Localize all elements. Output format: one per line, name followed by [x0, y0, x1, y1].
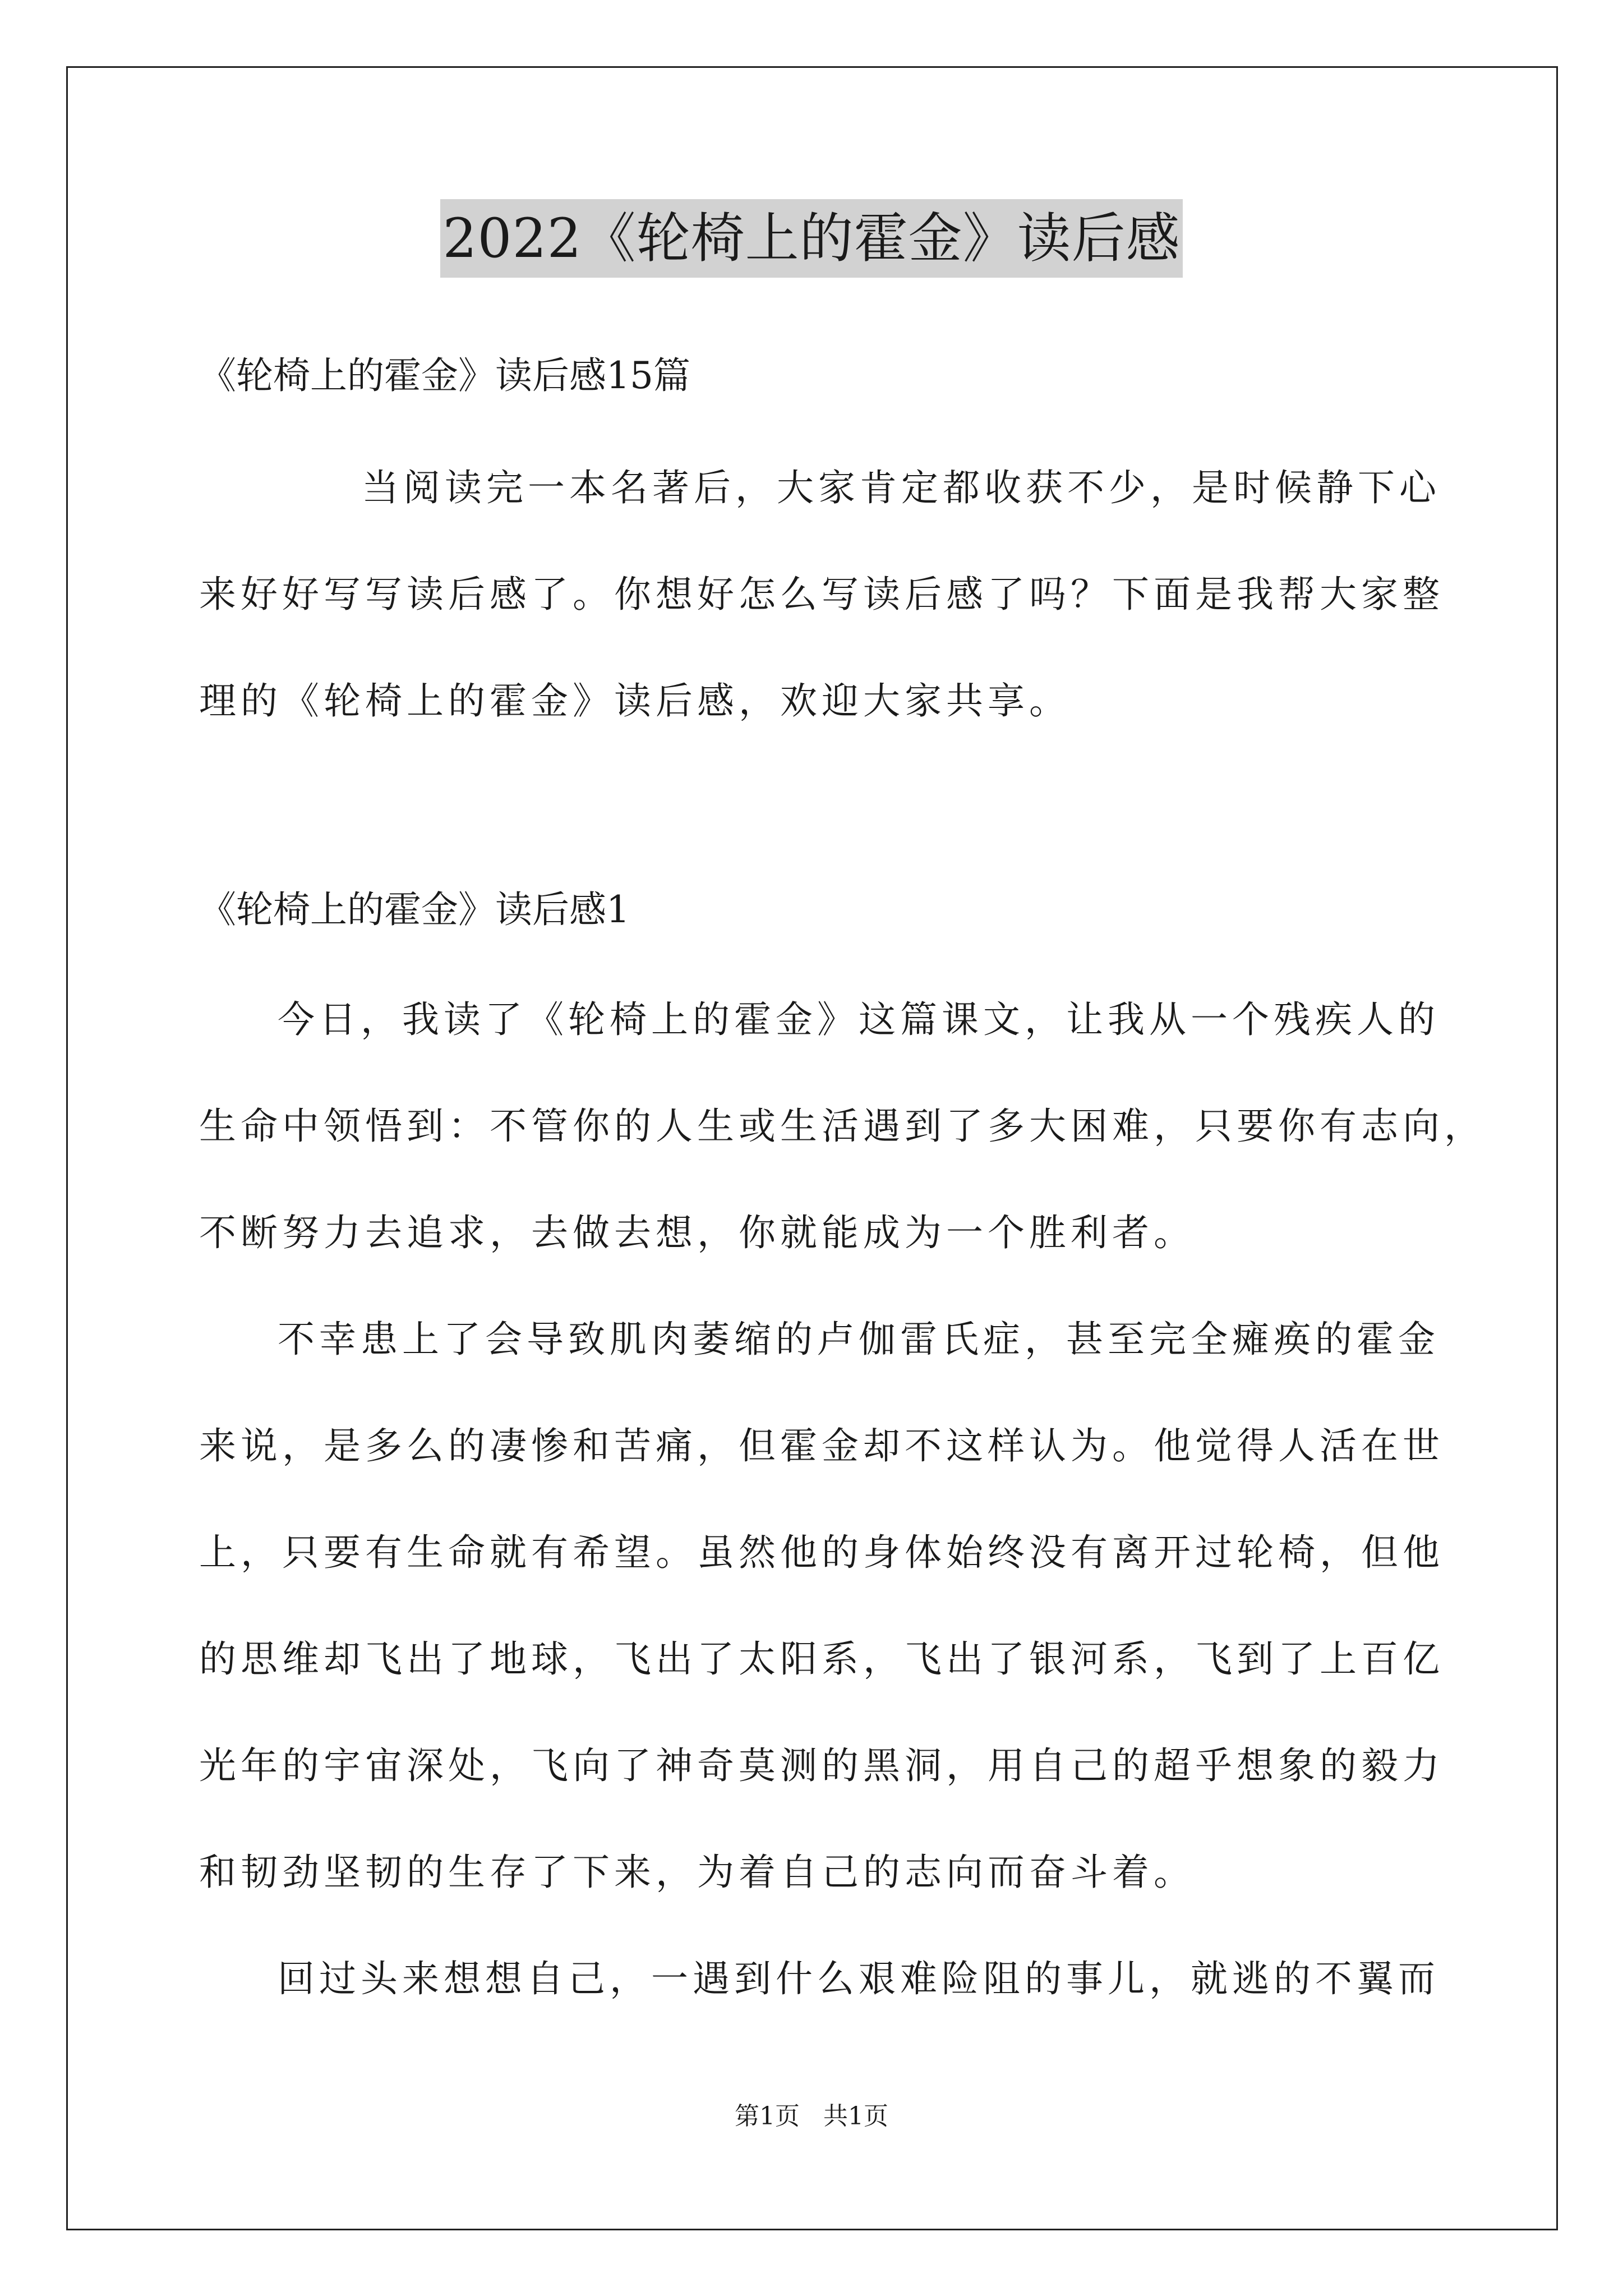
document-title: 2022《轮椅上的霍金》读后感	[440, 199, 1182, 278]
paragraph-line: 光年的宇宙深处，飞向了神奇莫测的黑洞，用自己的超乎想象的毅力	[199, 1744, 1444, 1787]
paragraph-line: 生命中领悟到：不管你的人生或生活遇到了多大困难，只要你有志向，	[199, 1105, 1486, 1148]
page-footer: 第1页 共1页	[735, 2102, 888, 2131]
paragraph-line: 来说，是多么的凄惨和苦痛，但霍金却不这样认为。他觉得人活在世	[199, 1424, 1444, 1467]
section-heading: 《轮椅上的霍金》读后感1	[199, 888, 630, 931]
document-subtitle: 《轮椅上的霍金》读后感15篇	[199, 354, 690, 397]
paragraph-line: 不幸患上了会导致肌肉萎缩的卢伽雷氏症，甚至完全瘫痪的霍金	[278, 1318, 1440, 1361]
paragraph-line: 和韧劲坚韧的生存了下来，为着自己的志向而奋斗着。	[199, 1851, 1195, 1894]
paragraph-line: 不断努力去追求，去做去想，你就能成为一个胜利者。	[199, 1211, 1195, 1254]
paragraph-line: 的思维却飞出了地球，飞出了太阳系，飞出了银河系，飞到了上百亿	[199, 1637, 1444, 1681]
paragraph-line: 回过头来想想自己，一遇到什么艰难险阻的事儿，就逃的不翼而	[278, 1957, 1440, 2000]
intro-line: 来好好写写读后感了。你想好怎么写读后感了吗？下面是我帮大家整	[199, 573, 1444, 616]
paragraph-line: 上，只要有生命就有希望。虽然他的身体始终没有离开过轮椅，但他	[199, 1531, 1444, 1574]
intro-line: 当阅读完一本名著后，大家肯定都收获不少，是时候静下心	[362, 466, 1441, 509]
paragraph-line: 今日，我读了《轮椅上的霍金》这篇课文，让我从一个残疾人的	[278, 998, 1440, 1041]
intro-line: 理的《轮椅上的霍金》读后感，欢迎大家共享。	[199, 679, 1071, 723]
title-container	[0, 199, 1623, 278]
